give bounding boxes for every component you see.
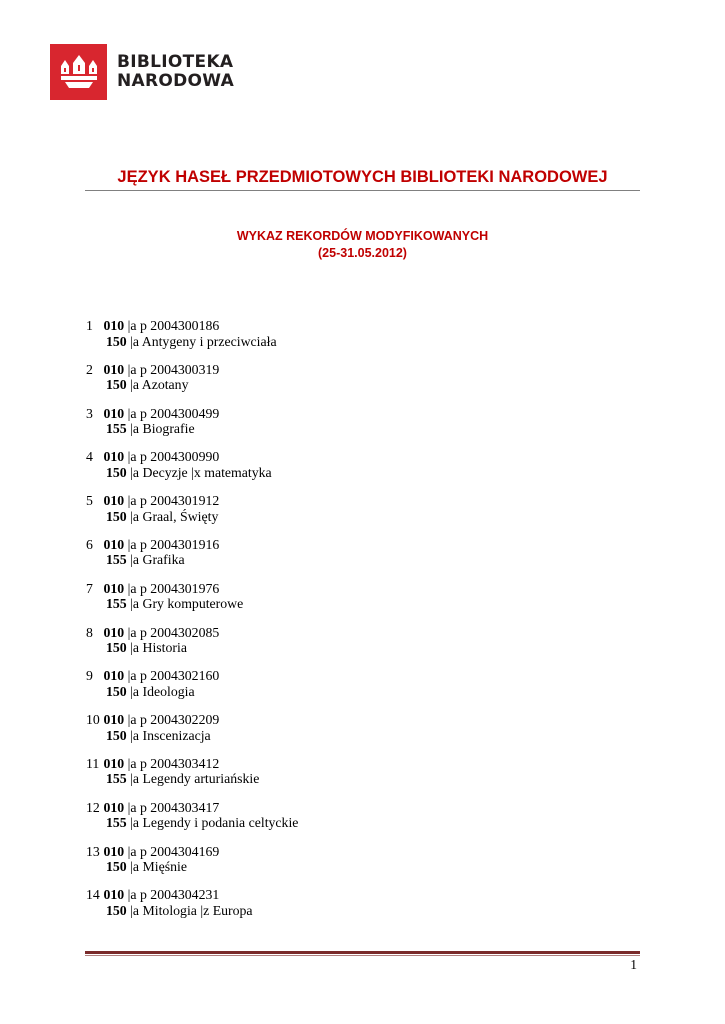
record-line-010	[86, 537, 626, 553]
field-value: |a p 2004302160	[127, 668, 220, 684]
record-number: 11	[86, 755, 100, 771]
logo-line-1: BIBLIOTEKA	[117, 52, 234, 72]
record-number: 6	[86, 536, 93, 552]
library-logo	[50, 44, 234, 100]
record-line-010	[86, 800, 626, 816]
record-list	[86, 318, 626, 931]
list-item	[86, 668, 626, 712]
field-tag: 150	[106, 683, 127, 699]
field-tag: 155	[106, 552, 127, 568]
record-line-heading	[86, 903, 626, 919]
record-line-010	[86, 844, 626, 860]
record-line-010	[86, 493, 626, 509]
field-tag: 010	[103, 405, 125, 421]
field-tag: 155	[106, 771, 127, 787]
field-value: |a p 2004303412	[127, 755, 220, 771]
list-item	[86, 625, 626, 669]
record-line-heading	[86, 596, 626, 612]
field-tag: 010	[103, 361, 125, 377]
field-value: |a p 2004300990	[127, 449, 220, 465]
logo-line-2: NARODOWA	[117, 71, 235, 91]
record-line-010	[86, 318, 626, 334]
field-tag: 010	[103, 843, 125, 859]
record-number: 8	[86, 624, 93, 640]
field-value: |a Azotany	[130, 377, 189, 393]
record-line-heading	[86, 552, 626, 568]
footer-divider-thin	[85, 955, 640, 956]
field-value: |a Mitologia |z Europa	[130, 902, 253, 918]
field-value: |a Graal, Święty	[130, 508, 219, 524]
field-value: |a Grafika	[130, 552, 185, 568]
field-tag: 010	[103, 799, 125, 815]
field-value: |a p 2004302209	[127, 712, 220, 728]
field-value: |a p 2004304169	[127, 843, 220, 859]
list-item	[86, 712, 626, 756]
subtitle-line-1: WYKAZ REKORDÓW MODYFIKOWANYCH	[236, 229, 489, 243]
field-tag: 155	[106, 596, 127, 612]
record-line-heading	[86, 377, 626, 393]
field-value: |a p 2004303417	[127, 799, 220, 815]
field-tag: 150	[106, 333, 127, 349]
logo-wordmark	[117, 53, 234, 91]
list-item	[86, 581, 626, 625]
record-line-010	[86, 449, 626, 465]
record-number: 13	[86, 843, 100, 859]
record-line-010	[86, 406, 626, 422]
field-tag: 010	[103, 887, 125, 903]
field-tag: 150	[106, 727, 127, 743]
field-value: |a Antygeny i przeciwciała	[130, 333, 277, 349]
record-line-010	[86, 362, 626, 378]
field-value: |a Decyzje |x matematyka	[130, 464, 272, 480]
field-tag: 010	[103, 318, 125, 333]
record-line-010	[86, 581, 626, 597]
record-line-heading	[86, 684, 626, 700]
record-line-heading	[86, 771, 626, 787]
list-item	[86, 449, 626, 493]
list-item	[86, 493, 626, 537]
record-line-heading	[86, 815, 626, 831]
field-value: |a p 2004300499	[127, 405, 220, 421]
title-divider	[85, 190, 640, 191]
list-item	[86, 318, 626, 362]
record-line-010	[86, 712, 626, 728]
record-line-heading	[86, 421, 626, 437]
field-value: |a Biografie	[130, 421, 195, 437]
field-tag: 155	[106, 421, 127, 437]
list-item	[86, 362, 626, 406]
document-subtitle	[85, 228, 640, 262]
field-tag: 010	[103, 668, 125, 684]
record-line-heading	[86, 509, 626, 525]
record-line-heading	[86, 728, 626, 744]
field-value: |a Inscenizacja	[130, 727, 211, 743]
list-item	[86, 406, 626, 450]
field-tag: 010	[103, 624, 125, 640]
field-value: |a p 2004304231	[127, 887, 220, 903]
field-value: |a Ideologia	[130, 683, 195, 699]
record-number: 4	[86, 449, 93, 465]
record-number: 3	[86, 405, 93, 421]
record-number: 2	[86, 361, 93, 377]
field-tag: 010	[103, 449, 125, 465]
field-value: |a p 2004301916	[127, 536, 220, 552]
footer-divider	[85, 951, 640, 954]
field-value: |a p 2004301976	[127, 580, 220, 596]
field-tag: 010	[103, 755, 125, 771]
record-line-010	[86, 756, 626, 772]
list-item	[86, 887, 626, 931]
record-line-010	[86, 887, 626, 903]
record-number: 1	[86, 318, 93, 333]
field-value: |a Legendy arturiańskie	[130, 771, 260, 787]
field-tag: 150	[106, 859, 127, 875]
field-value: |a p 2004300186	[127, 318, 220, 333]
record-line-010	[86, 668, 626, 684]
list-item	[86, 756, 626, 800]
record-number: 5	[86, 493, 93, 509]
record-number: 10	[86, 712, 100, 728]
record-line-heading	[86, 640, 626, 656]
field-tag: 010	[103, 580, 125, 596]
page-number: 1	[630, 957, 637, 972]
field-value: |a p 2004301912	[127, 493, 220, 509]
record-number: 9	[86, 668, 93, 684]
field-value: |a p 2004302085	[127, 624, 220, 640]
field-value: |a Mięśnie	[130, 859, 187, 875]
record-line-heading	[86, 859, 626, 875]
record-number: 14	[86, 887, 100, 903]
field-tag: 155	[106, 815, 127, 831]
record-line-010	[86, 625, 626, 641]
list-item	[86, 537, 626, 581]
field-value: |a Gry komputerowe	[130, 596, 244, 612]
crown-icon	[50, 44, 107, 100]
record-number: 7	[86, 580, 93, 596]
field-tag: 150	[106, 640, 127, 656]
field-value: |a p 2004300319	[127, 361, 220, 377]
document-title: JĘZYK HASEŁ PRZEDMIOTOWYCH BIBLIOTEKI NARODOWEJ	[117, 168, 608, 186]
field-value: |a Historia	[130, 640, 187, 656]
record-line-heading	[86, 465, 626, 481]
record-number: 12	[86, 799, 100, 815]
subtitle-date-range: (25-31.05.2012)	[318, 246, 407, 260]
field-tag: 150	[106, 464, 127, 480]
field-value: |a Legendy i podania celtyckie	[130, 815, 299, 831]
field-tag: 150	[106, 508, 127, 524]
field-tag: 150	[106, 377, 127, 393]
field-tag: 150	[106, 902, 127, 918]
list-item	[86, 844, 626, 888]
list-item	[86, 800, 626, 844]
record-line-heading	[86, 334, 626, 350]
field-tag: 010	[103, 712, 125, 728]
field-tag: 010	[103, 493, 125, 509]
field-tag: 010	[103, 536, 125, 552]
